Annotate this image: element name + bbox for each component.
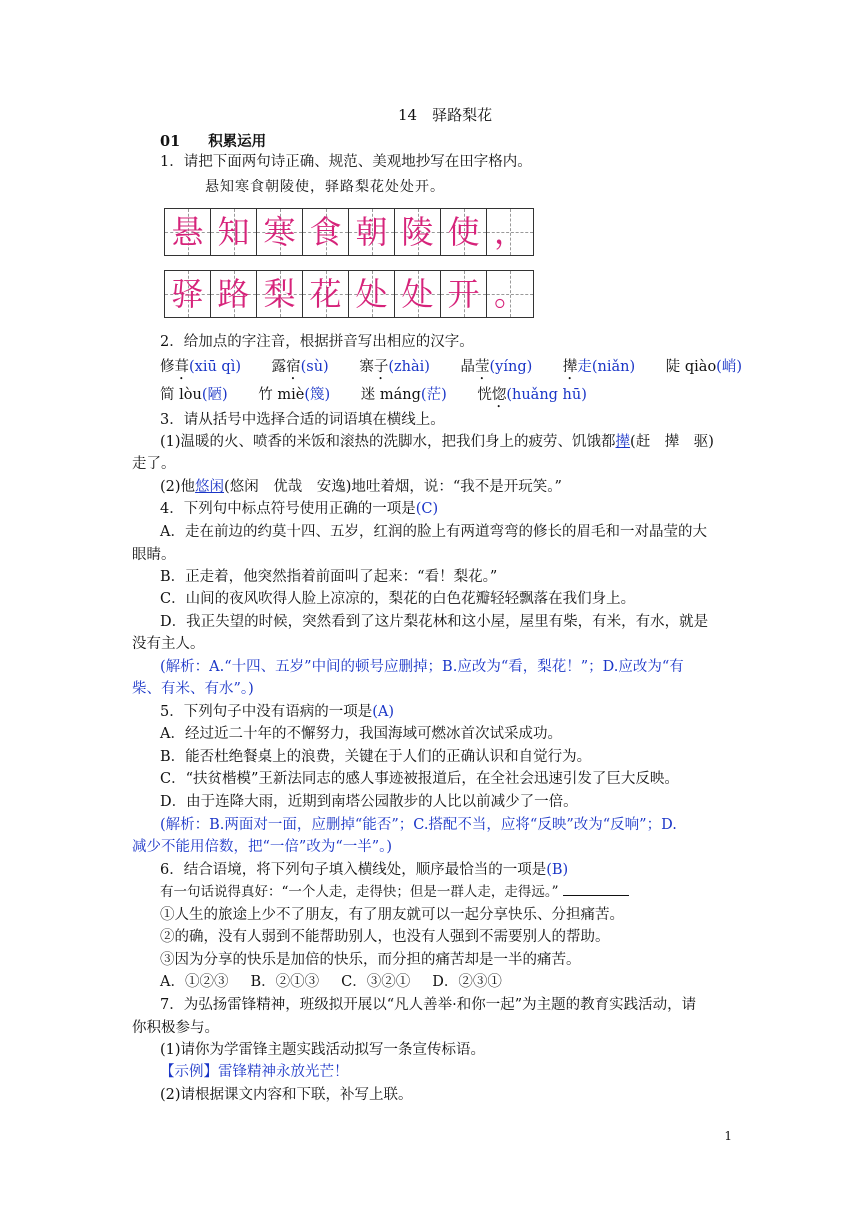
q7-part1: (1)请你为学雷锋主题实践活动拟写一条宣传标语。 xyxy=(160,1042,486,1058)
q2-item: 迷 máng(茫) xyxy=(360,387,447,403)
tianzige-cell xyxy=(211,271,257,317)
handwritten-char: 。 xyxy=(493,275,526,313)
tianzige-cell xyxy=(165,271,211,317)
section-number: 01 xyxy=(160,133,181,150)
q6-sentence-2: ②的确，没有人弱到不能帮助别人，也没有人强到不需要别人的帮助。 xyxy=(160,929,610,945)
q5-option-d: D．由于连降大雨，近期到南塔公园散步的人比以前减少了一倍。 xyxy=(160,794,578,810)
q2-item: 露宿(sù) xyxy=(271,359,329,375)
q3-stem: 3．请从括号中选择合适的词语填在横线上。 xyxy=(160,412,445,428)
q4-option-c: C．山间的夜风吹得人脸上凉凉的，梨花的白色花瓣轻轻飘落在我们身上。 xyxy=(160,591,636,607)
q2-item: 修葺(xiū qì) xyxy=(160,359,241,375)
q6-sentence-3: ③因为分享的快乐是加倍的快乐，而分担的痛苦却是一半的痛苦。 xyxy=(160,952,581,968)
tianzige-cell xyxy=(349,271,395,317)
q5-answer: (A) xyxy=(372,704,395,720)
handwritten-char: 寒 xyxy=(263,213,296,251)
page-title: 14 驿路梨花 xyxy=(398,106,493,124)
q6-option: B．②①③ xyxy=(250,974,320,990)
q2-item: 晶莹(yíng) xyxy=(460,359,533,375)
tianzige-cell xyxy=(165,209,211,255)
q2-item: 陡 qiào(峭) xyxy=(665,359,742,375)
q3-answer-1: 撵 xyxy=(615,434,631,450)
handwritten-char: 悬 xyxy=(171,213,204,251)
tianzige-cell xyxy=(257,271,303,317)
handwritten-char: 食 xyxy=(309,213,342,251)
tianzige-cell xyxy=(395,271,441,317)
q7-example: 【示例】雷锋精神永放光芒！ xyxy=(160,1064,349,1080)
q2-item: 恍惚(huǎng hū) xyxy=(477,387,587,403)
q6-stem: 6．结合语境，将下列句子填入横线处，顺序最恰当的一项是(B) xyxy=(160,862,569,878)
q5-stem: 5．下列句子中没有语病的一项是(A) xyxy=(160,704,395,720)
handwritten-char: 处 xyxy=(355,275,388,313)
handwritten-char: 花 xyxy=(309,275,342,313)
q6-quote: 有一句话说得真好：“一个人走，走得快；但是一群人走，走得远。” xyxy=(160,882,629,902)
q2-item: 竹 miè(篾) xyxy=(258,387,331,403)
q2-row-1 xyxy=(160,355,768,383)
q4-option-a-cont: 眼睛。 xyxy=(132,547,176,563)
q6-option: A．①②③ xyxy=(160,974,229,990)
q6-sentence-1: ①人生的旅途上少不了朋友，有了朋友就可以一起分享快乐、分担痛苦。 xyxy=(160,907,624,923)
handwritten-char: 开 xyxy=(447,275,480,313)
handwritten-char: 驿 xyxy=(171,275,204,313)
q4-answer: (C) xyxy=(415,501,439,517)
q2-item: 简 lòu(陋) xyxy=(160,387,228,403)
handwritten-char: 知 xyxy=(217,213,250,251)
handwritten-char: 梨 xyxy=(263,275,296,313)
q1-stem: 1．请把下面两句诗正确、规范、美观地抄写在田字格内。 xyxy=(160,154,532,170)
tianzige-cell xyxy=(257,209,303,255)
tianzige-cell xyxy=(303,271,349,317)
tianzige-row-2 xyxy=(164,270,534,318)
q4-option-b: B．正走着，他突然指着前面叫了起来：“看！梨花。” xyxy=(160,569,498,585)
q5-explanation: (解析：B.两面对一面，应删掉“能否”；C.搭配不当，应将“反映”改为“反响”；D. xyxy=(160,817,677,833)
q4-option-d: D．我正失望的时候，突然看到了这片梨花林和这小屋，屋里有柴，有米，有水，就是 xyxy=(160,614,709,630)
handwritten-char: 路 xyxy=(217,275,250,313)
q3-answer-2: 悠闲 xyxy=(195,479,225,495)
q4-explanation-cont: 柴、有米、有水”。) xyxy=(132,681,254,697)
section-label: 积累运用 xyxy=(208,133,267,150)
tianzige-cell xyxy=(441,271,487,317)
q2-item: 撵走(niǎn) xyxy=(562,359,636,375)
tianzige-cell xyxy=(395,209,441,255)
q3-part2: (2)他悠闲(悠闲 优哉 安逸)地吐着烟，说：“我不是开玩笑。” xyxy=(160,479,562,495)
q6-option: C．③②① xyxy=(341,974,411,990)
q1-poem: 悬知寒食朝陵使，驿路梨花处处开。 xyxy=(205,179,445,195)
q3-part1: (1)温暖的火、喷香的米饭和滚热的洗脚水，把我们身上的疲劳、饥饿都撵(赶 撵 驱) xyxy=(160,434,714,450)
q2-row-2 xyxy=(160,383,613,411)
q4-option-a: A．走在前边的约莫十四、五岁，红润的脸上有两道弯弯的修长的眉毛和一对晶莹的大 xyxy=(160,524,707,540)
handwritten-char: 陵 xyxy=(401,213,434,251)
tianzige-cell xyxy=(349,209,395,255)
q2-item: 寨子(zhài) xyxy=(359,359,430,375)
q5-option-a: A．经过近二十年的不懈努力，我国海域可燃冰首次试采成功。 xyxy=(160,726,562,742)
section-header xyxy=(160,130,294,151)
handwritten-char: 朝 xyxy=(355,213,388,251)
q4-option-d-cont: 没有主人。 xyxy=(132,636,205,652)
tianzige-cell xyxy=(487,271,533,317)
q7-part2: (2)请根据课文内容和下联，补写上联。 xyxy=(160,1087,413,1103)
handwritten-char: 使 xyxy=(447,213,480,251)
tianzige-row-1 xyxy=(164,208,534,256)
handwritten-char: ， xyxy=(493,213,526,251)
q7-stem: 7．为弘扬雷锋精神，班级拟开展以“凡人善举·和你一起”为主题的教育实践活动，请 xyxy=(160,997,697,1013)
q6-options xyxy=(160,972,524,992)
q5-explanation-cont: 减少不能用倍数，把“一倍”改为“一半”。) xyxy=(132,839,393,855)
q5-option-c: C．“扶贫楷模”王新法同志的感人事迹被报道后，在全社会迅速引发了巨大反映。 xyxy=(160,771,679,787)
q4-explanation: (解析：A.“十四、五岁”中间的顿号应删掉；B.应改为“看，梨花！”；D.应改为“有 xyxy=(160,659,684,675)
q4-stem: 4．下列句中标点符号使用正确的一项是(C) xyxy=(160,501,439,517)
tianzige-cell xyxy=(303,209,349,255)
tianzige-cell xyxy=(441,209,487,255)
q5-option-b: B．能否杜绝餐桌上的浪费，关键在于人们的正确认识和自觉行为。 xyxy=(160,749,592,765)
handwritten-char: 处 xyxy=(401,275,434,313)
q6-answer: (B) xyxy=(546,862,569,878)
q3-part1-end: 走了。 xyxy=(132,456,176,472)
tianzige-cell xyxy=(487,209,533,255)
q7-stem-cont: 你积极参与。 xyxy=(132,1020,219,1036)
answer-blank xyxy=(563,895,629,896)
page-number: 1 xyxy=(724,1129,732,1143)
tianzige-cell xyxy=(211,209,257,255)
q2-stem: 2．给加点的字注音，根据拼音写出相应的汉字。 xyxy=(160,334,474,350)
q6-option: D．②③① xyxy=(432,974,502,990)
